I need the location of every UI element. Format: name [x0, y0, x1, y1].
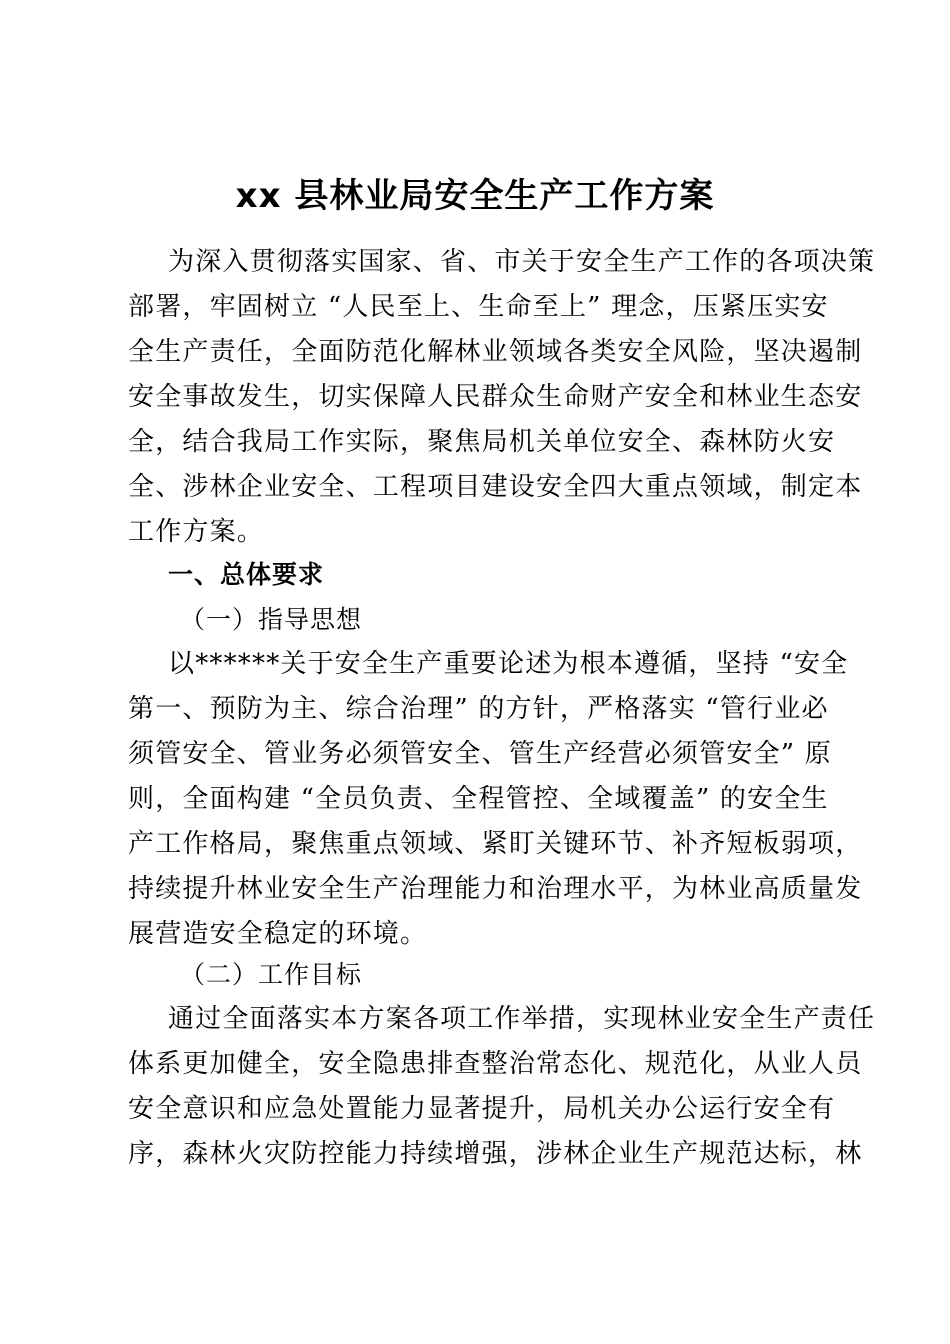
- guiding-line: 持续提升林业安全生产治理能力和治理水平，为林业高质量发: [128, 874, 863, 904]
- intro-line: 工作方案。: [128, 517, 265, 547]
- guiding-line: 以******关于安全生产重要论述为根本遵循，坚持 “安全: [168, 649, 849, 679]
- intro-paragraph: [128, 240, 876, 555]
- document-title: xx 县林业局安全生产工作方案: [235, 176, 715, 216]
- guiding-line: 则，全面构建 “全员负责、全程管控、全域覆盖” 的安全生: [128, 784, 829, 814]
- goals-line: 序，森林火灾防控能力持续增强，涉林企业生产规范达标，林: [128, 1139, 863, 1169]
- goals-line: 安全意识和应急处置能力显著提升，局机关办公运行安全有: [128, 1094, 836, 1124]
- intro-line: 安全事故发生，切实保障人民群众生命财产安全和林业生态安: [128, 382, 863, 412]
- guiding-line: 展营造安全稳定的环境。: [128, 919, 428, 949]
- intro-line: 为深入贯彻落实国家、省、市关于安全生产工作的各项决策: [168, 247, 876, 277]
- goals-line: 通过全面落实本方案各项工作举措，实现林业安全生产责任: [168, 1004, 876, 1034]
- subsection-heading-guiding-ideology: （一）指导思想: [180, 605, 363, 634]
- intro-line: 部署，牢固树立 “人民至上、生命至上” 理念，压紧压实安: [128, 292, 829, 322]
- subsection-heading-work-goals: （二）工作目标: [180, 960, 363, 989]
- guiding-ideology-paragraph: [128, 642, 863, 957]
- goals-line: 体系更加健全，安全隐患排查整治常态化、规范化，从业人员: [128, 1049, 863, 1079]
- guiding-line: 第一、预防为主、综合治理” 的方针，严格落实 “管行业必: [128, 694, 829, 724]
- section-heading-general-requirements: 一、总体要求: [168, 560, 325, 589]
- guiding-line: 须管安全、管业务必须管安全、管生产经营必须管安全” 原: [128, 739, 832, 769]
- intro-line: 全生产责任，全面防范化解林业领域各类安全风险，坚决遏制: [128, 337, 863, 367]
- guiding-line: 产工作格局，聚焦重点领域、紧盯关键环节、补齐短板弱项，: [128, 829, 863, 859]
- intro-line: 全，结合我局工作实际，聚焦局机关单位安全、森林防火安: [128, 427, 836, 457]
- intro-line: 全、涉林企业安全、工程项目建设安全四大重点领域，制定本: [128, 472, 863, 502]
- work-goals-paragraph: [128, 997, 876, 1177]
